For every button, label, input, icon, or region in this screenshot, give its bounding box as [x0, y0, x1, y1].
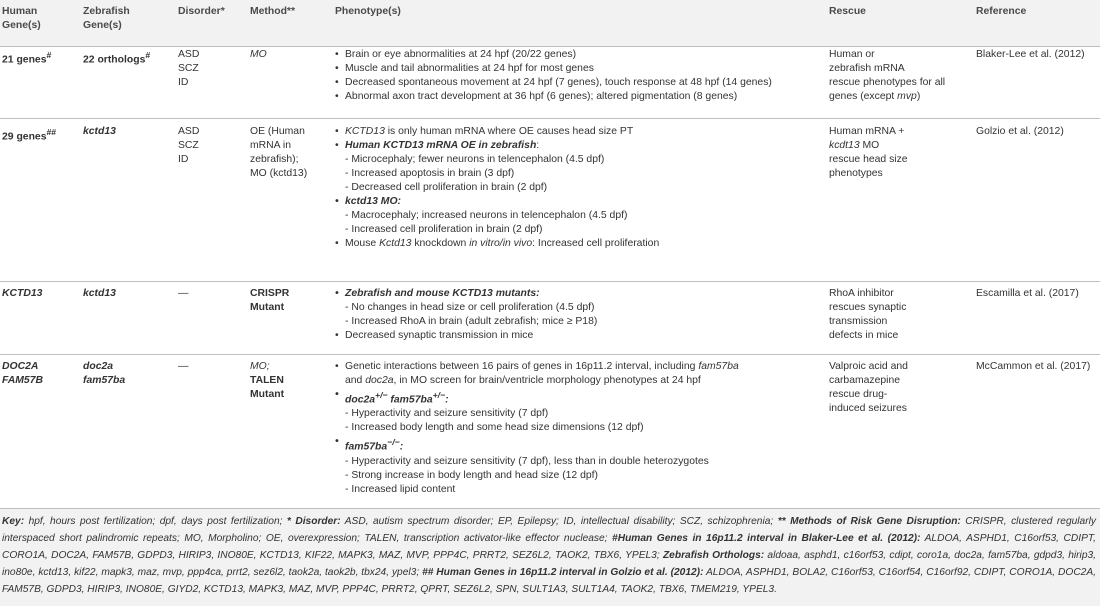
row3-method: CRISPR Mutant — [250, 288, 290, 313]
phenotype-subitem: - Increased RhoA in brain (adult zebrafish; mice ≥ P18) — [345, 316, 598, 327]
phenotype-heading: • Human KCTD13 mRNA OE in zebrafish: — [335, 139, 659, 153]
row3-phenotypes — [335, 287, 597, 343]
row2-disorder: ASD SCZ ID — [178, 126, 200, 165]
phenotype-heading: • Zebrafish and mouse KCTD13 mutants: — [335, 287, 597, 301]
phenotype-item: • Genetic interactions between 16 pairs of genes in 16p11.2 interval, including fam57ba — [335, 360, 739, 374]
phenotype-subitem: - Strong increase in body length and head size (12 dpf) — [345, 469, 598, 481]
row4-zebrafish-genes: doc2a fam57ba — [83, 361, 126, 386]
row2-human-genes: 29 genes## — [2, 127, 57, 143]
row2-method: OE (Human mRNA in zebrafish); MO (kctd13) — [250, 126, 308, 179]
phenotype-item: • Mouse Kctd13 knockdown in vitro/in vivo: Increased cell proliferation — [335, 237, 659, 251]
row3-disorder: — — [178, 288, 189, 299]
row-divider — [0, 281, 1100, 282]
header-human-genes: Human Gene(s) — [2, 6, 41, 31]
row4-rescue: Valproic acid and carbamazepine rescue drug- induced seizures — [829, 361, 908, 414]
phenotype-subitem: - Hyperactivity and seizure sensitivity (7 dpf) — [345, 408, 549, 420]
row-divider — [0, 118, 1100, 119]
header-reference: Reference — [976, 6, 1027, 17]
row2-phenotypes — [335, 125, 659, 251]
header-band — [0, 0, 1100, 46]
row3-rescue: RhoA inhibitor rescues synaptic transmission defects in mice — [829, 288, 907, 341]
row1-human-genes: 21 genes# — [2, 50, 52, 66]
header-zebrafish-genes: Zebrafish Gene(s) — [83, 6, 130, 31]
row3-zebrafish-genes: kctd13 — [83, 288, 116, 299]
phenotype-subitem: - Microcephaly; fewer neurons in telencephalon (4.5 dpf) — [345, 154, 605, 165]
header-phenotypes: Phenotype(s) — [335, 6, 401, 17]
row2-rescue: Human mRNA + kcdt13 MO rescue head size phenotypes — [829, 126, 908, 179]
header-disorder: Disorder* — [178, 6, 225, 17]
row1-reference: Blaker-Lee et al. (2012) — [976, 49, 1085, 60]
phenotype-subitem: - No changes in head size or cell proliferation (4.5 dpf) — [345, 302, 595, 313]
header-method: Method** — [250, 6, 296, 17]
phenotype-item: • Decreased synaptic transmission in mice — [335, 329, 597, 343]
phenotype-subitem: - Increased apoptosis in brain (3 dpf) — [345, 168, 515, 179]
phenotype-item: • KCTD13 is only human mRNA where OE causes head size PT — [335, 125, 659, 139]
header-rescue: Rescue — [829, 6, 866, 17]
row3-reference: Escamilla et al. (2017) — [976, 288, 1079, 299]
phenotype-heading: • kctd13 MO: — [335, 195, 659, 209]
row4-human-genes: DOC2A FAM57B — [2, 361, 43, 386]
row4-disorder: — — [178, 361, 189, 372]
phenotype-subitem: - Decreased cell proliferation in brain (2 dpf) — [345, 182, 548, 193]
phenotype-subitem: - Increased cell proliferation in brain (2 dpf) — [345, 224, 543, 235]
phenotype-subitem: - Increased body length and some head size dimensions (12 dpf) — [345, 422, 644, 434]
row4-reference: McCammon et al. (2017) — [976, 361, 1091, 372]
phenotype-heading: • doc2a+/− fam57ba+/−: — [335, 388, 739, 407]
row1-method: MO — [250, 49, 267, 60]
phenotype-item: • Brain or eye abnormalities at 24 hpf (20/22 genes) — [335, 48, 772, 62]
row2-reference: Golzio et al. (2012) — [976, 126, 1064, 137]
phenotype-item: • Abnormal axon tract development at 36 hpf (6 genes); altered pigmentation (8 genes) — [335, 90, 772, 104]
row1-rescue: Human or zebrafish mRNA rescue phenotypes for all genes (except mvp) — [829, 49, 946, 102]
phenotype-item: • Decreased spontaneous movement at 24 hpf (7 genes), touch response at 48 hpf (14 genes) — [335, 76, 772, 90]
phenotype-item: • Muscle and tail abnormalities at 24 hpf for most genes — [335, 62, 772, 76]
phenotype-subitem: - Hyperactivity and seizure sensitivity (7 dpf), less than in double heterozygotes — [345, 455, 709, 467]
row4-method: MO; TALEN Mutant — [250, 361, 285, 400]
header-divider — [0, 46, 1100, 47]
row2-zebrafish-genes: kctd13 — [83, 126, 116, 137]
phenotype-subitem: - Increased lipid content — [345, 483, 456, 495]
row1-disorder: ASD SCZ ID — [178, 49, 200, 88]
phenotype-item-continued: and doc2a, in MO screen for brain/ventricle morphology phenotypes at 24 hpf — [345, 375, 701, 386]
row-divider — [0, 354, 1100, 355]
row4-phenotypes — [335, 360, 739, 497]
table-footnote-key: Key: hpf, hours post fertilization; dpf, days post fertilization; * Disorder: ASD, autism spectrum disorder; EP, Epilepsy; ID, intellectual disability; SCZ, schizophrenia; ** Methods of Risk Gene Disruption: CRISPR, clustered regularly interspaced short palindromic repeats; MO, Morpholino; OE, overexpression; TALEN, transcription activator-like effector nuclease; #Human Genes in 16p11.2 interval in Blaker-Lee et al. (2012): ALDOA, ASPHD1, C16orf53, CDIPT, CORO1A, DOC2A, FAM57B, GDPD3, HIRIP3, INO80E, KCTD13, KIF22, MAPK3, MAZ, MVP, PPP4C, PRRT2, SEZ6L2, TAOK2, TBX6, YPEL3; Zebrafish Orthologs: aldoaa, asphd1, c16orf53, cdipt, coro1a, doc2a, fam57ba, gdpd3, hirip3, ino80e, kctd13, kif22, mapk3, maz, mvp, ppp4ca, prrt2, sez6l2, taok2a, taok2b, tbx24, ypel3; ## Human Genes in 16p11.2 interval in Golzio et al. (2012): ALDOA, ASPHD1, BOLA2, C16orf53, C16orf54, C16orf92, CDIPT, CORO1A, DOC2A, FAM57B, GDPD3, HIRIP3, INO80E, GIYD2, KCTD13, MAPK3, MAZ, MVP, PPP4C, PRRT2, QPRT, SEZ6L2, SPN, SULT1A3, SULT1A4, TAOK2, TBX6, TMEM219, YPEL3. — [2, 516, 1096, 595]
phenotype-subitem: - Macrocephaly; increased neurons in telencephalon (4.5 dpf) — [345, 210, 628, 221]
row3-human-genes: KCTD13 — [2, 288, 43, 299]
row1-zebrafish-genes: 22 orthologs# — [83, 50, 151, 66]
row1-phenotypes — [335, 48, 772, 104]
phenotype-heading: • fam57ba−/−: — [335, 435, 739, 454]
